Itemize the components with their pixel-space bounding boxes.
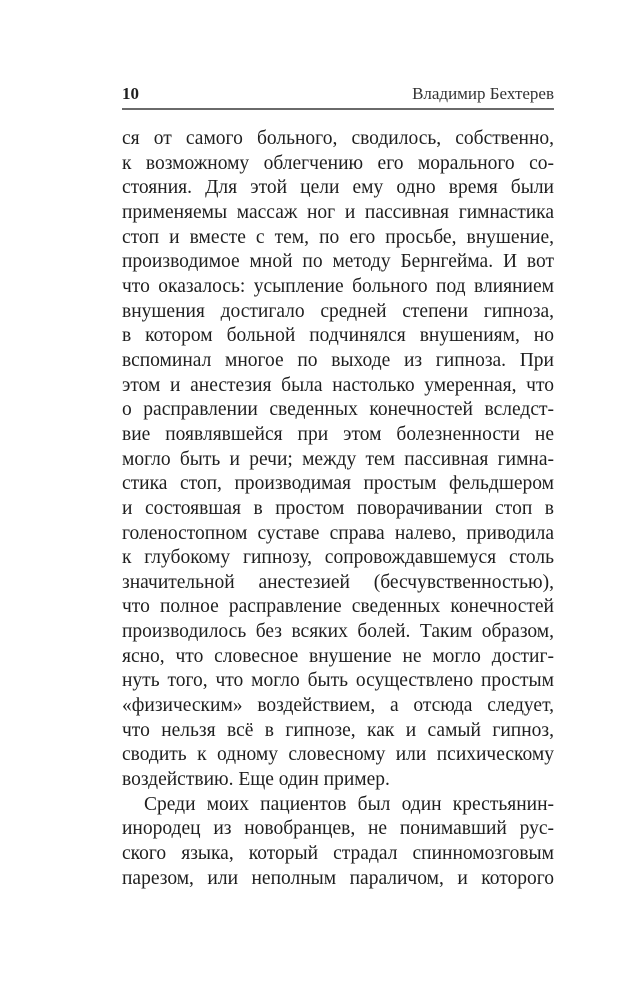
text-line: «физическим» воздействием, а отсюда следует, xyxy=(122,695,554,717)
text-line: этом и анестезия была настолько умеренная, что xyxy=(122,374,554,396)
text-line: что нельзя всё в гипнозе, как и самый гипноз, xyxy=(122,719,554,741)
text-line: применяемы массаж ног и пассивная гимнастика xyxy=(122,201,554,223)
header-rule xyxy=(122,108,554,110)
text-line: производимое мной по методу Бернгейма. И вот xyxy=(122,251,554,273)
body-text xyxy=(122,127,554,891)
text-line: вие появлявшейся при этом болезненности не xyxy=(122,423,554,445)
text-line: что полное расправление сведенных конечностей xyxy=(122,596,554,618)
page-number: 10 xyxy=(122,84,139,103)
text-line: стояния. Для этой цели ему одно время были xyxy=(122,177,554,199)
text-line: что оказалось: усыпление больного под влиянием xyxy=(122,275,554,297)
text-line: о расправлении сведенных конечностей вследст- xyxy=(122,399,554,421)
text-line: голеностопном суставе справа налево, приводила xyxy=(122,522,554,544)
text-line: парезом, или неполным параличом, и которого xyxy=(122,867,554,889)
running-title: Владимир Бехтерев xyxy=(412,84,554,103)
text-line: ся от самого больного, сводилось, собственно, xyxy=(122,128,554,149)
text-line: и состоявшая в простом поворачивании стоп в xyxy=(122,497,554,519)
text-line: к глубокому гипнозу, сопровождавшемуся столь xyxy=(122,547,554,569)
text-line: стоп и вместе с тем, по его просьбе, внушение, xyxy=(122,226,554,248)
text-line: внушения достигало средней степени гипноза, xyxy=(122,300,554,322)
text-line: нуть того, что могло быть осуществлено простым xyxy=(122,670,554,692)
text-line: к возможному облегчению его морального со- xyxy=(122,152,554,174)
text-line: Среди моих пациентов был один крестьянин- xyxy=(144,793,554,815)
text-line: в котором больной подчинялся внушениям, но xyxy=(122,325,554,347)
text-line: инородец из новобранцев, не понимавший рус- xyxy=(122,818,554,840)
text-line: сводить к одному словесному или психическому xyxy=(122,744,554,766)
text-line: воздействию. Еще один пример. xyxy=(122,769,390,791)
text-line: могло быть и речи; между тем пассивная гимна- xyxy=(122,448,554,470)
text-line: производилось без всяких болей. Таким образом, xyxy=(122,621,554,643)
text-line: ясно, что словесное внушение не могло достиг- xyxy=(122,645,554,667)
text-line: значительной анестезией (бесчувственностью), xyxy=(122,571,554,593)
text-line: вспоминал многое по выходе из гипноза. При xyxy=(122,349,554,371)
text-line: ского языка, который страдал спинномозговым xyxy=(122,843,554,865)
text-line: стика стоп, производимая простым фельдшером xyxy=(122,473,554,495)
running-header xyxy=(122,84,554,106)
